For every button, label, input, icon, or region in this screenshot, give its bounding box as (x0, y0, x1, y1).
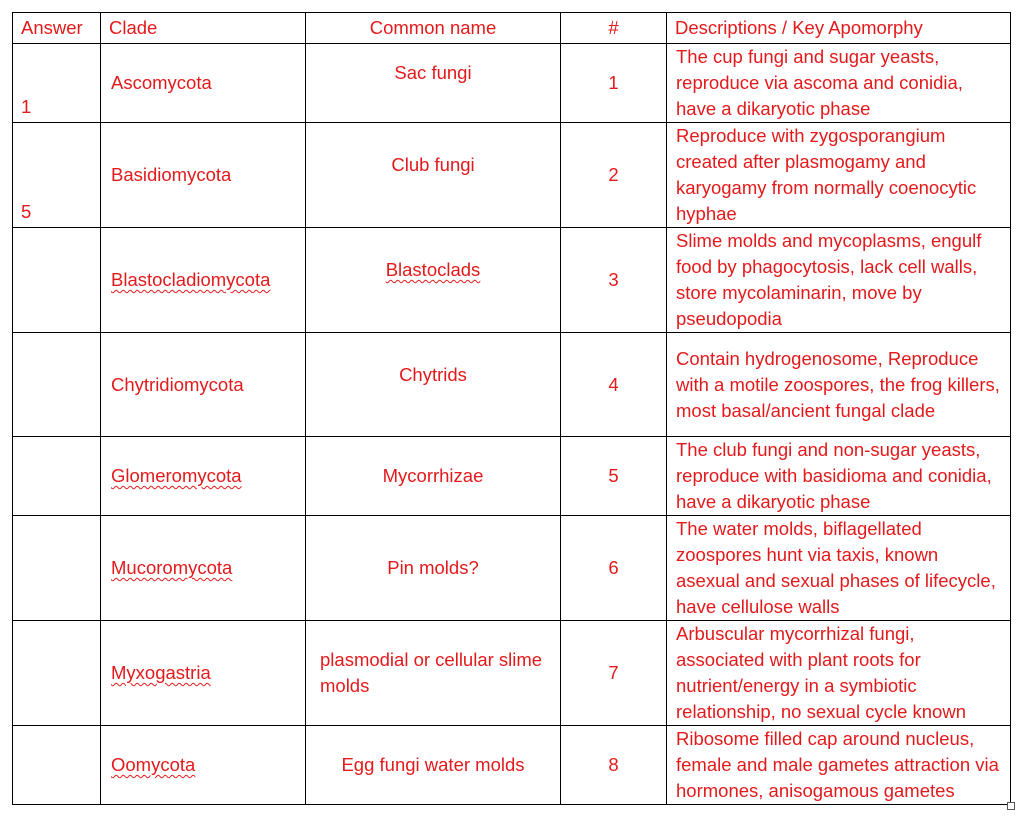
clade-name: Oomycota (111, 754, 196, 775)
row-number: 6 (608, 557, 619, 578)
description-text: Contain hydrogenosome, Reproduce with a motile zoospores, the frog killers, most basal/ancient fungal clade (676, 347, 1000, 421)
description-text: Slime molds and mycoplasms, engulf food by phagocytosis, lack cell walls, store mycolaminarin, move by pseudopodia (676, 230, 982, 329)
clade-cell (101, 123, 306, 228)
clade-name: Ascomycota (111, 72, 212, 93)
answer-cell[interactable] (13, 726, 101, 805)
description-cell (667, 621, 1011, 726)
description-cell (667, 44, 1011, 123)
header-common-name: Common name (306, 13, 561, 44)
number-cell (561, 726, 667, 805)
row-number: 7 (608, 662, 619, 683)
description-cell (667, 333, 1011, 437)
clade-name: Basidiomycota (111, 164, 232, 185)
common-name: Chytrids (399, 363, 467, 385)
common-name-cell (306, 437, 561, 516)
number-cell (561, 437, 667, 516)
clade-name: Glomeromycota (111, 465, 242, 486)
header-number: # (561, 13, 667, 44)
description-cell (667, 516, 1011, 621)
common-name: Egg fungi water molds (341, 754, 525, 775)
description-cell (667, 437, 1011, 516)
table-row (13, 621, 1011, 726)
clade-name: Myxogastria (111, 662, 211, 683)
number-cell (561, 333, 667, 437)
common-name: Pin molds? (387, 557, 479, 578)
answer-cell[interactable] (13, 516, 101, 621)
header-clade: Clade (101, 13, 306, 44)
clade-cell (101, 726, 306, 805)
description-cell (667, 228, 1011, 333)
number-cell (561, 123, 667, 228)
header-row (13, 13, 1011, 44)
common-name: Mycorrhizae (382, 465, 484, 486)
number-cell (561, 228, 667, 333)
common-name-cell (306, 123, 561, 228)
row-number: 4 (608, 373, 619, 395)
table-row (13, 44, 1011, 123)
header-answer: Answer (13, 13, 101, 44)
answer-cell[interactable] (13, 228, 101, 333)
common-name-cell (306, 333, 561, 437)
description-text: Arbuscular mycorrhizal fungi, associated with plant roots for nutrient/energy in a symbiotic relationship, no sexual cycle known (676, 623, 966, 722)
answer-cell[interactable] (13, 621, 101, 726)
row-number: 2 (608, 164, 619, 185)
clade-cell (101, 333, 306, 437)
answer-cell[interactable] (13, 437, 101, 516)
common-name: plasmodial or cellular slime molds (320, 649, 543, 696)
table-row (13, 516, 1011, 621)
clade-name: Chytridiomycota (111, 373, 244, 395)
clade-cell (101, 621, 306, 726)
table-row (13, 228, 1011, 333)
number-cell (561, 621, 667, 726)
clade-name: Blastocladiomycota (111, 269, 271, 290)
answer-cell[interactable] (13, 333, 101, 437)
row-number: 3 (608, 269, 619, 290)
clade-cell (101, 228, 306, 333)
row-number: 8 (608, 754, 619, 775)
common-name-cell (306, 228, 561, 333)
header-description: Descriptions / Key Apomorphy (667, 13, 1011, 44)
common-name-cell (306, 621, 561, 726)
table-row (13, 333, 1011, 437)
description-text: The cup fungi and sugar yeasts, reproduce via ascoma and conidia, have a dikaryotic phase (676, 46, 963, 119)
answer-value: 1 (21, 96, 32, 117)
description-cell (667, 123, 1011, 228)
common-name-cell (306, 516, 561, 621)
common-name-cell (306, 726, 561, 805)
description-text: The water molds, biflagellated zoospores hunt via taxis, known asexual and sexual phases of lifecycle, have cellulose walls (676, 518, 996, 617)
common-name-cell (306, 44, 561, 123)
description-text: Reproduce with zygosporangium created after plasmogamy and karyogamy from normally coenocytic hyphae (676, 125, 977, 224)
row-number: 1 (608, 72, 619, 93)
table-row (13, 123, 1011, 228)
table-row (13, 726, 1011, 805)
common-name: Sac fungi (394, 62, 472, 83)
description-cell (667, 726, 1011, 805)
number-cell (561, 516, 667, 621)
clade-cell (101, 516, 306, 621)
answer-cell[interactable] (13, 44, 101, 123)
clade-cell (101, 44, 306, 123)
answer-cell[interactable] (13, 123, 101, 228)
description-text: The club fungi and non-sugar yeasts, reproduce with basidioma and conidia, have a dikaryotic phase (676, 439, 992, 512)
clade-name: Mucoromycota (111, 557, 233, 578)
clade-matching-table (12, 12, 1011, 805)
row-number: 5 (608, 465, 619, 486)
clade-cell (101, 437, 306, 516)
common-name: Blastoclads (385, 259, 481, 280)
common-name: Club fungi (391, 154, 475, 175)
number-cell (561, 44, 667, 123)
table-row (13, 437, 1011, 516)
answer-value: 5 (21, 201, 32, 222)
description-text: Ribosome filled cap around nucleus, female and male gametes attraction via hormones, anisogamous gametes (676, 728, 999, 801)
table-resize-handle[interactable] (1007, 802, 1015, 810)
